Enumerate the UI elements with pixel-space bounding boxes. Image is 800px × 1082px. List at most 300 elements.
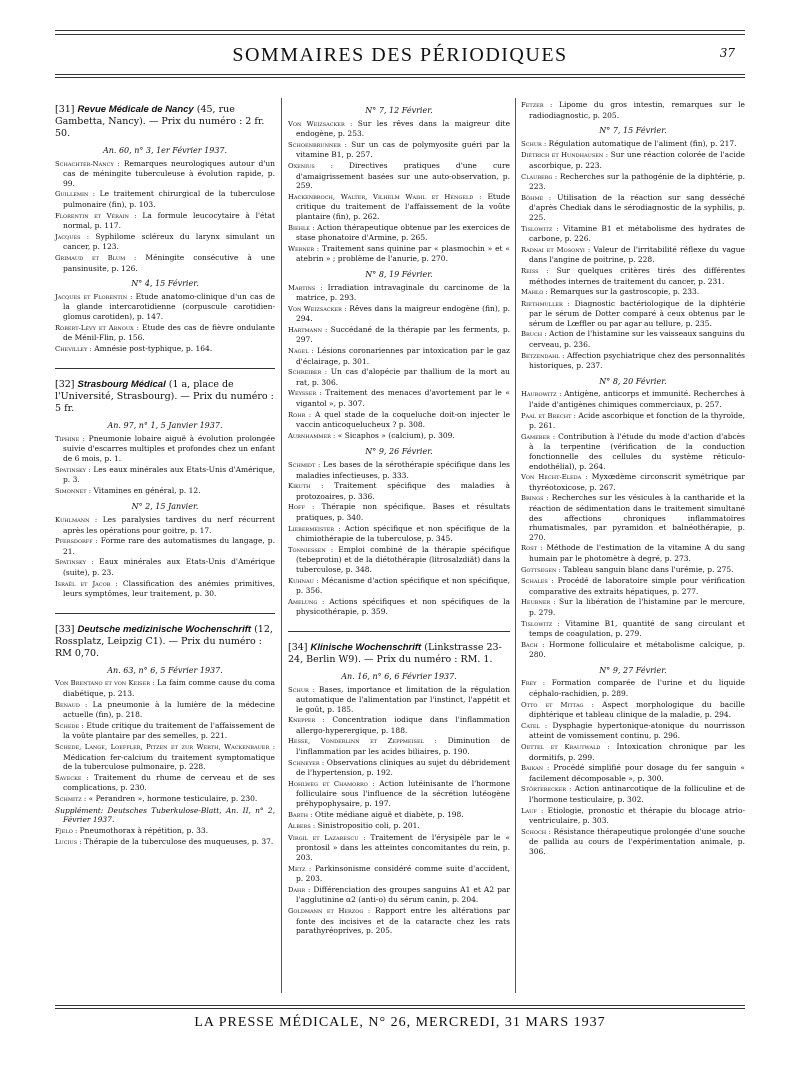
article-authors: Haurowitz : xyxy=(521,390,562,399)
article-entry xyxy=(288,685,510,715)
article-authors: Baikan : xyxy=(521,764,550,773)
article-authors: Spatinsky : xyxy=(55,465,91,474)
issue-heading: N° 8, 20 Février. xyxy=(599,376,667,386)
article-title: Parkinsonisme considéré comme suite d'accident, p. 203. xyxy=(296,863,510,884)
article-entry xyxy=(55,678,275,698)
article-authors: Schoch : xyxy=(521,827,551,836)
article-entry xyxy=(55,557,275,577)
article-title: Irradiation intravaginale du carcinome de la matrice, p. 293. xyxy=(296,282,511,303)
article-authors: Lucius : xyxy=(55,838,82,847)
article-entry xyxy=(55,323,275,343)
article-title: Diagnostic bactériologique de la diphtérie par le sérum de Dotter comparé à ceux obtenus par le sérum de Lœffler ou par agar au tellure, p. 235. xyxy=(529,298,746,328)
journal-title xyxy=(55,104,275,140)
article-title: Les bases de la sérothérapie spécifique dans les maladies infectieuses, p. 333. xyxy=(296,460,510,480)
article-entry xyxy=(521,351,745,371)
article-entry xyxy=(521,543,745,563)
article-title: Traitement des menaces d'avortement par le « vigantol », p. 307. xyxy=(296,388,510,409)
issue-heading: N° 4, 15 Février. xyxy=(131,279,199,289)
issue-heading: An. 60, n° 3, 1er Février 1937. xyxy=(102,146,228,155)
article-entry xyxy=(521,640,745,660)
article-entry xyxy=(288,715,510,735)
journal-number: [32] xyxy=(55,379,75,391)
article-entry xyxy=(521,266,745,286)
article-title: La faim comme cause du coma diabétique, p. 213. xyxy=(63,678,275,698)
article-authors: Schede : xyxy=(55,721,84,730)
article-title: Affection psychiatrique chez des personnalités historiques, p. 237. xyxy=(529,350,745,371)
article-authors: Schachter-Nancy : xyxy=(55,159,120,168)
article-title: Succédané de la thérapie par les ferments, p. 297. xyxy=(296,324,511,345)
article-title: Recherches sur les vésicules à la cantharide et la réaction de sédimentation dans le traitement simultané des affections chroniques inflammatoires rhumatismales, par pyramidon et balnéothérapie, p. 270. xyxy=(529,493,746,542)
article-title: Etude des cas de fièvre ondulante de Ménil-Flin, p. 156. xyxy=(63,322,275,343)
article-title: Action thérapeutique obtenue par les exercices de stase phonatoire d'Armine, p. 265. xyxy=(296,222,511,243)
article-entry xyxy=(288,576,510,596)
article-authors: Savecke : xyxy=(55,773,89,782)
article-entry xyxy=(521,721,745,741)
article-title: Etude critique du traitement de l'affaissement de la voûte plantaire (fin), p. 262. xyxy=(296,191,511,221)
article-entry xyxy=(288,119,510,139)
article-authors: Schmidt : xyxy=(288,461,321,469)
journal-name: Deutsche medizinische Wochenschrift xyxy=(77,623,252,635)
article-entry xyxy=(288,779,510,809)
article-authors: Fjelo : xyxy=(55,826,78,835)
article-authors: Amelung : xyxy=(288,597,325,606)
article-title: Procédé de laboratoire simple pour vérification comparative des extraits hépatiques, p. 277. xyxy=(529,576,745,596)
article-title: Antigène, anticorps et immunité. Recherches à l'aide d'antigènes chimiques commerciaux, p. 257. xyxy=(529,389,745,410)
column-1 xyxy=(55,100,275,849)
article-authors: Hohlweg et Chamorro : xyxy=(288,779,375,788)
article-authors: Diétrich et Hundhausen : xyxy=(521,151,608,160)
article-entry xyxy=(288,410,510,430)
article-authors: Robert-Lévy et Arnoux : xyxy=(55,323,139,332)
page-number: 37 xyxy=(719,46,735,60)
article-title: Myxœdème circonscrit symétrique par thyréotoxicose, p. 267. xyxy=(529,472,745,492)
article-title: Traitement de l'érysipèle par le « prontosil » dans les atteintes concomitantes du rein, p. 203. xyxy=(296,832,511,862)
journal-details: (Linkstrasse 23-24, Berlin W9). — Prix du numéro : RM. 1. xyxy=(288,641,502,665)
article-authors: Kuhlmann : xyxy=(55,516,98,525)
article-authors: Böhme : xyxy=(521,193,552,202)
article-title: Pneumothorax à répétition, p. 33. xyxy=(79,825,208,835)
article-authors: Schreiber : xyxy=(288,368,328,377)
article-authors: Heubner : xyxy=(521,598,556,607)
article-entry xyxy=(288,192,510,222)
article-entry xyxy=(288,367,510,387)
article-authors: Weysser : xyxy=(288,389,322,398)
article-authors: Aurnhammer : xyxy=(288,431,336,440)
article-entry xyxy=(521,565,745,576)
top-rule xyxy=(55,30,745,31)
article-title: Syphilome scléreux du larynx simulant un cancer, p. 123. xyxy=(63,231,275,252)
article-entry xyxy=(288,481,510,501)
article-title: Les eaux minérales aux Etats-Unis d'Amérique, p. 3. xyxy=(63,464,275,485)
article-entry xyxy=(521,411,745,431)
article-entry xyxy=(288,431,510,442)
article-title: Diminution de l'inflammation par les acides biliaires, p. 190. xyxy=(296,736,510,757)
article-entry xyxy=(55,806,275,825)
article-authors: Jacques et Florentin : xyxy=(55,292,133,301)
article-title: Traitement sans quinine par « plasmochin » et « atebrin » ; problème de l'anurie, p. 270. xyxy=(296,243,510,264)
article-title: Bases, importance et limitation de la régulation automatique de l'alimentation par l'instinct, l'appétit et le goût, p. 185. xyxy=(296,684,510,714)
article-title: Utilisation de la réaction sur sang desséché d'après Chediak dans le sérodiagnostic de la syphilis, p. 225. xyxy=(529,192,745,222)
article-title: Les paralysies tardives du nerf récurrent après les opérations pour goitre, p. 17. xyxy=(63,515,275,535)
article-title: Actions spécifiques et non spécifiques de la physicothérapie, p. 359. xyxy=(296,596,511,617)
header-rule xyxy=(55,74,745,75)
article-authors: Hoff : xyxy=(288,503,315,512)
article-title: Lipome du gros intestin, remarques sur le radiodiagnostic, p. 205. xyxy=(529,100,745,120)
journal-separator xyxy=(55,368,275,369)
article-title: Contribution à l'étude du mode d'action d'abcès à la terpentine (vérification de la conduction fonctionnelle des cellules du système réticulo-endothélial), p. 264. xyxy=(529,431,745,471)
article-authors: Von Hecht-Eleda : xyxy=(521,473,588,482)
article-entry xyxy=(55,721,275,741)
article-entry xyxy=(288,161,510,191)
article-authors: Fetzer : xyxy=(521,101,553,109)
article-entry xyxy=(288,244,510,264)
issue-heading: N° 9, 27 Février. xyxy=(599,665,667,675)
article-title: Le traitement chirurgical de la tuberculose pulmonaire (fin), p. 103. xyxy=(63,189,275,209)
article-title: Rêves dans la maigreur endogène (fin), p. 294. xyxy=(296,303,511,324)
article-entry xyxy=(55,837,275,848)
article-entry xyxy=(55,773,275,793)
article-authors: Kikuth : xyxy=(288,482,324,491)
article-entry xyxy=(288,821,510,832)
article-authors: Chevilley : xyxy=(55,344,92,353)
top-rule-2 xyxy=(55,34,745,35)
article-title: Intoxication chronique par les dormitifs, p. 299. xyxy=(529,742,746,762)
issue-heading: N° 8, 19 Février. xyxy=(365,269,433,279)
article-entry xyxy=(521,576,745,596)
article-title: Vitamine B1 et métabolisme des hydrates de carbone, p. 226. xyxy=(529,223,745,244)
article-entry xyxy=(55,742,275,772)
journal-details: (12, Rossplatz, Leipzig C1). — Prix du numéro : RM 0,70. xyxy=(55,623,273,659)
article-authors: Otto et Mittag : xyxy=(521,700,594,709)
journal-title xyxy=(288,642,510,666)
article-authors: Radnai et Mosonyi : xyxy=(521,245,591,254)
article-entry xyxy=(55,536,275,556)
article-title: Eaux minérales aux Etats-Unis d'Amérique (suite), p. 23. xyxy=(63,557,275,577)
article-title: Vitamines en général, p. 12. xyxy=(93,485,201,495)
article-authors: Hackenbroch, Walter, Vilhelm Waihl et Hengeld : xyxy=(288,192,482,201)
journal-number: [34] xyxy=(288,641,308,653)
article-authors: Martins : xyxy=(288,283,323,292)
article-entry xyxy=(288,885,510,905)
article-authors: Frey : xyxy=(521,679,546,688)
article-authors: Brings : xyxy=(521,494,549,503)
article-title: Recherches sur la pathogénie de la diphtérie, p. 223. xyxy=(529,171,745,192)
column-2 xyxy=(288,100,510,937)
issue-heading: N° 7, 12 Février. xyxy=(365,106,433,115)
article-title: Sur un cas de polymyosite guéri par la vitamine B1, p. 257. xyxy=(296,139,511,160)
article-authors: Clauberg : xyxy=(521,172,558,181)
article-authors: Störtebecker : xyxy=(521,785,572,794)
article-entry xyxy=(288,460,510,480)
article-authors: Gottsegen : xyxy=(521,565,561,574)
page-title: SOMMAIRES DES PÉRIODIQUES xyxy=(232,44,568,66)
article-entry xyxy=(521,742,745,762)
page xyxy=(55,30,745,1060)
article-entry xyxy=(288,524,510,544)
article-title: Sur une réaction colorée de l'acide ascorbique, p. 223. xyxy=(529,150,745,170)
article-title: Aspect morphologique du bacille diphtérique et tableau clinique de la maladie, p. 294. xyxy=(529,699,745,720)
article-authors: Von Brentano et von Keiser : xyxy=(55,679,155,688)
article-authors: Lauf : xyxy=(521,806,544,815)
article-entry xyxy=(521,245,745,265)
issue-heading: N° 2, 15 Janvier. xyxy=(131,502,199,512)
article-title: Remarques sur la gastroscopie, p. 233. xyxy=(550,287,700,297)
article-entry xyxy=(521,700,745,720)
article-authors: Von Weizsacker : xyxy=(288,119,353,128)
article-authors: Dahr : xyxy=(288,885,311,894)
article-title: Acide ascorbique et fonction de la thyroïde, p. 261. xyxy=(529,410,745,431)
article-entry xyxy=(521,827,745,857)
journal-separator xyxy=(288,631,510,632)
article-entry xyxy=(521,150,745,170)
article-entry xyxy=(288,325,510,345)
article-title: Méthode de l'estimation de la vitamine A du sang humain par le photomètre à degré, p. 273. xyxy=(529,543,745,563)
article-entry xyxy=(521,806,745,826)
article-title: Tableau sanguin blanc dans l'urémie, p. 275. xyxy=(563,564,734,574)
article-authors: Spatinsky : xyxy=(55,558,94,567)
article-authors: Liebermeister : xyxy=(288,524,341,533)
article-entry xyxy=(288,833,510,863)
article-title: Action de l'histamine sur les vaisseaux sanguins du cerveau, p. 236. xyxy=(529,329,745,350)
article-authors: Schneyer : xyxy=(288,758,325,767)
article-entry xyxy=(55,292,275,322)
journal-details: (45, rue Gambetta, Nancy). — Prix du numéro : 2 fr. 50. xyxy=(55,104,265,139)
article-entry xyxy=(55,486,275,497)
article-authors: Tislowitz : xyxy=(521,224,559,233)
article-title: Pneumonie lobaire aiguë à évolution prolongée suivie d'escarres multiples et profondes chez un enfant de 6 mois, p. 1. xyxy=(63,433,276,464)
article-title: Concentration iodique dans l'inflammation allergo-hyperergique, p. 188. xyxy=(296,715,510,735)
journal-number: [31] xyxy=(55,104,75,115)
article-title: La formule leucocytaire à l'état normal, p. 117. xyxy=(63,210,275,231)
article-entry xyxy=(521,432,745,471)
article-entry xyxy=(288,906,510,936)
article-authors: Schales : xyxy=(521,577,554,586)
article-authors: Tiphine : xyxy=(55,434,85,443)
article-authors: Catel : xyxy=(521,721,548,730)
article-title: Méningite consécutive à une pansinusite, p. 126. xyxy=(63,252,275,273)
article-authors: Betzendahl : xyxy=(521,351,565,360)
journal-name: Revue Médicale de Nancy xyxy=(77,104,194,115)
article-entry xyxy=(521,224,745,244)
article-title: Etude anatomo-clinique d'un cas de la glande intercarotidienne (corpuscule carotidien-glomus carotiden), p. 147. xyxy=(63,291,275,321)
article-title: Lésions coronariennes par intoxication par le gaz d'éclairage, p. 301. xyxy=(296,346,510,366)
article-authors: Goldmann et Herzog : xyxy=(288,906,371,915)
article-title: Mécanisme d'action spécifique et non spécifique, p. 356. xyxy=(296,575,510,596)
footer-text: LA PRESSE MÉDICALE, N° 26, MERCREDI, 31 MARS 1937 xyxy=(194,1015,606,1030)
article-authors: Albers : xyxy=(288,822,316,831)
column-divider-2 xyxy=(515,98,516,993)
article-entry xyxy=(288,736,510,756)
article-entry xyxy=(55,253,275,273)
article-entry xyxy=(521,329,745,349)
article-title: Otite médiane aiguë et diabète, p. 198. xyxy=(314,809,464,819)
article-authors: Benaud : xyxy=(55,700,88,709)
article-title: Traitement spécifique des maladies à protozoaires, p. 336. xyxy=(296,481,510,501)
journal-separator xyxy=(55,613,275,614)
article-entry xyxy=(55,211,275,231)
article-title: « Perandren », hormone testiculaire, p. 230. xyxy=(88,793,258,803)
journal-details: (1 a, place de l'Université, Strasbourg). — Prix du numéro : 5 fr. xyxy=(55,379,274,415)
article-entry xyxy=(55,465,275,485)
article-authors: Hartmann : xyxy=(288,325,328,334)
journal-title xyxy=(55,379,275,415)
article-authors: Kuhnau : xyxy=(288,576,319,585)
article-title: Action lutéinisante de l'hormone folliculaire sous l'influence de la sécrétion lutéogène préhypophysaire, p. 197. xyxy=(296,778,511,809)
issue-heading: An. 63, n° 6, 5 Février 1937. xyxy=(107,665,223,675)
article-entry xyxy=(521,100,745,120)
article-authors: Schoenbrunner : xyxy=(288,140,347,149)
article-authors: Jacques : xyxy=(55,232,89,241)
article-authors: Guillemin : xyxy=(55,190,96,199)
journal-title xyxy=(55,624,275,660)
article-entry xyxy=(521,287,745,298)
article-authors: Barth : xyxy=(288,810,313,819)
article-authors: Schede, Lange, Loeffler, Pitzen et zur Werth, Wackenbauer : xyxy=(55,742,275,751)
article-authors: Oxenius : xyxy=(288,161,333,170)
article-title: Sur la libération de l'histamine par le mercure, p. 279. xyxy=(529,597,745,617)
footer-rule-2 xyxy=(55,1008,745,1009)
journal-name: Klinische Wochenschrift xyxy=(310,641,422,653)
footer-rule xyxy=(55,1005,745,1006)
article-authors: Paal et Brecht : xyxy=(521,411,576,420)
article-authors: Riethmuller : xyxy=(521,299,570,308)
article-title: Valeur de l'irritabilité réflexe du vague dans l'angine de poitrine, p. 228. xyxy=(529,244,745,265)
article-entry xyxy=(288,864,510,884)
article-entry xyxy=(288,283,510,303)
article-title: Action spécifique et non spécifique de la chimiothérapie de la tuberculose, p. 345. xyxy=(296,523,510,544)
article-authors: Florentin et Vérain : xyxy=(55,211,137,220)
article-entry xyxy=(55,579,275,599)
article-authors: Virgil et Lazarescu : xyxy=(288,833,366,842)
article-entry xyxy=(288,304,510,324)
article-entry xyxy=(288,810,510,821)
article-title: Remarques neurologiques autour d'un cas de méningite tuberculeuse à évolution rapide, p. 99. xyxy=(63,158,275,188)
article-entry xyxy=(55,232,275,252)
article-authors: Bach : xyxy=(521,640,545,649)
article-title: Amnésie post-typhique, p. 164. xyxy=(94,343,213,353)
article-entry xyxy=(55,189,275,209)
article-entry xyxy=(521,299,745,329)
article-authors: Knepper : xyxy=(288,716,325,725)
article-entry xyxy=(288,388,510,408)
article-entry xyxy=(521,619,745,639)
article-authors: Gameber : xyxy=(521,432,556,441)
issue-heading: An. 97, n° 1, 5 Janvier 1937. xyxy=(107,421,223,431)
article-authors: Tonniessen : xyxy=(288,545,334,554)
article-authors: Schur : xyxy=(288,685,315,694)
article-title: Sur les rêves dans la maigreur dite endogène, p. 253. xyxy=(296,118,511,139)
article-title: « Sicaphos » (calcium), p. 309. xyxy=(337,430,455,440)
issue-heading: N° 7, 15 Février. xyxy=(599,126,667,136)
article-entry xyxy=(55,159,275,189)
article-entry xyxy=(521,597,745,617)
article-authors: Simonnet : xyxy=(55,486,92,495)
article-authors: Nagel : xyxy=(288,347,314,356)
article-entry xyxy=(288,597,510,617)
article-entry xyxy=(521,784,745,804)
article-title: Différenciation des groupes sanguins A1 et A2 par l'agglutinine α2 (anti-o) du sérum canin, p. 204. xyxy=(296,884,510,905)
article-authors: Reiss : xyxy=(521,266,549,275)
article-entry xyxy=(521,389,745,409)
article-entry xyxy=(521,172,745,192)
column-divider-1 xyxy=(281,98,282,993)
article-title: Thérapie non spécifique. Bases et résultats pratiques, p. 340. xyxy=(296,502,511,522)
article-authors: Rohr : xyxy=(288,410,312,419)
article-title: Directives pratiques d'une cure d'amaigrissement basées sur une auto-observation, p. 259. xyxy=(296,160,510,191)
article-title: Traitement du rhume de cerveau et de ses complications, p. 230. xyxy=(63,772,275,793)
article-entry xyxy=(55,344,275,355)
article-entry xyxy=(288,545,510,575)
article-entry xyxy=(55,434,275,464)
article-entry xyxy=(55,826,275,837)
article-entry xyxy=(288,140,510,160)
article-title: Etiologie, pronostic et thérapie du blocage atrio-ventriculaire, p. 303. xyxy=(529,805,745,826)
article-entry xyxy=(288,758,510,778)
article-authors: Metz : xyxy=(288,864,312,873)
article-entry xyxy=(521,493,745,542)
article-title: Forme rare des automatismes du langage, p. 21. xyxy=(63,536,275,556)
article-authors: Israël et Jacob : xyxy=(55,579,118,588)
article-authors: Hesse, Vonderlinn et Zeppmeisel : xyxy=(288,737,437,746)
article-title: Sinistropositio coli, p. 201. xyxy=(317,821,420,831)
article-title: Hormone folliculaire et métabolisme calcique, p. 280. xyxy=(529,639,745,660)
article-entry xyxy=(288,346,510,366)
article-authors: Tislowitz : xyxy=(521,619,560,628)
article-title: Action antinarcotique de la folliculine et de l'hormone testiculaire, p. 302. xyxy=(529,784,745,804)
article-authors: Mahlo : xyxy=(521,288,548,297)
issue-heading: N° 9, 26 Février. xyxy=(365,447,433,457)
article-authors: Von Weizsacker : xyxy=(288,304,347,313)
article-title: Etude critique du traitement de l'affaissement de la voûte plantaire par des semelles, p. 221. xyxy=(63,720,275,741)
article-authors: Biehle : xyxy=(288,223,315,232)
article-entry xyxy=(521,193,745,223)
article-title: La pneumonie à la lumière de la médecine actuelle (fin), p. 218. xyxy=(63,699,275,720)
article-title: Emploi combiné de la thérapie spécifique (tebeprotin) et de la diétothérapie (litrosalzdiät) dans la tuberculose, p. 348. xyxy=(296,544,510,574)
article-authors: Grimaud et Blum : xyxy=(55,253,137,262)
article-title: Sur quelques critères tirés des différentes méthodes internes de traitement du cancer, p. 231. xyxy=(529,265,745,286)
article-entry xyxy=(521,139,745,150)
article-entry xyxy=(55,700,275,720)
article-entry xyxy=(521,472,745,492)
article-title: Observations cliniques au sujet du débridement de l'hypertension, p. 192. xyxy=(296,757,510,778)
article-entry xyxy=(55,794,275,805)
article-authors: Bruch : xyxy=(521,330,547,339)
article-title: Un cas d'alopécie par thallium de la mort au rat, p. 306. xyxy=(296,367,511,387)
journal-name: Strasbourg Médical xyxy=(77,379,166,391)
article-authors: Werner : xyxy=(288,244,320,253)
article-title: Classification des anémies primitives, leurs symptômes, leur traitement, p. 30. xyxy=(63,578,275,599)
article-authors: Schur : xyxy=(521,139,547,148)
article-authors: Oettel et Krautwald : xyxy=(521,743,610,752)
article-title: Dysphagie hypertonique-atonique du nourrisson atteint de vomissement continu, p. 296. xyxy=(529,720,746,741)
article-title: Médication fer-calcium du traitement symptomatique de la tuberculose pulmonaire, p. 228. xyxy=(63,752,275,772)
article-entry xyxy=(521,678,745,698)
column-3 xyxy=(521,100,745,858)
journal-number: [33] xyxy=(55,623,75,635)
article-title: Rapport entre les altérations par fonte des incisives et de la cataracte chez les rats parathyréoprives, p. 205. xyxy=(296,905,510,936)
article-title: A quel stade de la coqueluche doit-on injecter le vaccin anticoquelucheux ? p. 308. xyxy=(296,409,511,430)
article-entry xyxy=(55,515,275,535)
article-entry xyxy=(521,763,745,783)
article-entry xyxy=(288,502,510,522)
article-title: Supplément: Deutsches Tuberkulose-Blatt, An. II, n° 2, Février 1937. xyxy=(55,805,275,825)
issue-heading: An. 16, n° 6, 6 Février 1937. xyxy=(341,671,457,681)
article-title: Thérapie de la tuberculose des muqueuses, p. 37. xyxy=(84,837,274,847)
article-authors: Schmitz : xyxy=(55,794,87,803)
article-entry xyxy=(288,223,510,243)
article-authors: Pfersdorff : xyxy=(55,537,98,546)
article-title: Procédé simplifié pour dosage du fer sanguin « facilement décomposable », p. 300. xyxy=(529,763,745,783)
